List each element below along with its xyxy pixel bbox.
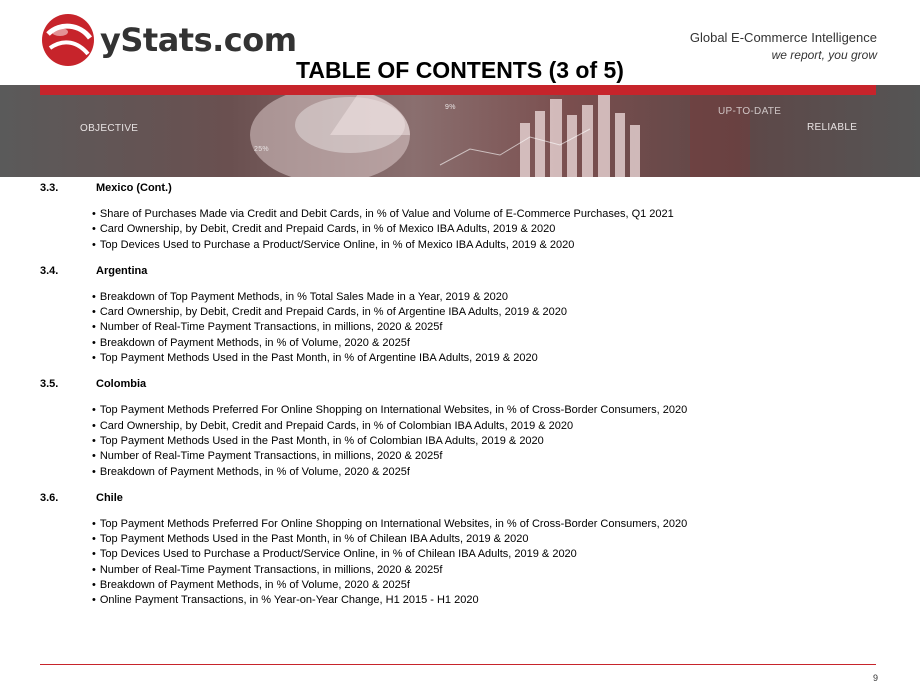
footer-divider (40, 664, 876, 665)
banner-word-reliable: RELIABLE (807, 122, 858, 133)
toc-section-argentina (40, 265, 880, 366)
toc-content (40, 182, 880, 621)
list-item: • Share of Purchases Made via Credit and Debit Cards, in % of Value and Volume of E-Commerce Purchases, Q1 2021 (92, 207, 880, 222)
list-item: • Top Payment Methods Used in the Past Month, in % of Argentine IBA Adults, 2019 & 2020 (92, 351, 880, 366)
list-item: • Top Payment Methods Preferred For Online Shopping on International Websites, in % of Cross-Border Consumers, 2020 (92, 517, 880, 532)
header-banner (0, 85, 920, 177)
list-item: • Card Ownership, by Debit, Credit and Prepaid Cards, in % of Colombian IBA Adults, 2019 & 2020 (92, 419, 880, 434)
section-heading (40, 492, 880, 507)
section-heading (40, 265, 880, 280)
list-item: • Number of Real-Time Payment Transactions, in millions, 2020 & 2025f (92, 563, 880, 578)
toc-section-mexico (40, 182, 880, 253)
toc-section-colombia (40, 378, 880, 479)
banner-word-25-percent: 25% (254, 146, 269, 153)
brand-name: yStats.com (100, 21, 297, 59)
list-item: • Breakdown of Payment Methods, in % of Volume, 2020 & 2025f (92, 578, 880, 593)
list-item: • Online Payment Transactions, in % Year-on-Year Change, H1 2015 - H1 2020 (92, 593, 880, 608)
list-item: • Top Devices Used to Purchase a Product/Service Online, in % of Chilean IBA Adults, 2019 & 2020 (92, 547, 880, 562)
list-item: • Top Payment Methods Used in the Past Month, in % of Chilean IBA Adults, 2019 & 2020 (92, 532, 880, 547)
banner-word-9-percent: 9% (445, 104, 456, 111)
list-item: • Breakdown of Top Payment Methods, in % Total Sales Made in a Year, 2019 & 2020 (92, 290, 880, 305)
section-heading (40, 182, 880, 197)
section-items (40, 207, 880, 253)
list-item: • Top Payment Methods Used in the Past Month, in % of Colombian IBA Adults, 2019 & 2020 (92, 434, 880, 449)
section-title: Chile (96, 491, 123, 504)
section-number: 3.5. (40, 378, 59, 391)
section-items (40, 290, 880, 366)
list-item: • Number of Real-Time Payment Transactions, in millions, 2020 & 2025f (92, 320, 880, 335)
section-heading (40, 378, 880, 393)
section-title: Colombia (96, 378, 147, 391)
list-item: • Breakdown of Payment Methods, in % of Volume, 2020 & 2025f (92, 336, 880, 351)
banner-word-up-to-date: UP-TO-DATE (718, 106, 782, 117)
tagline-title: Global E-Commerce Intelligence (689, 30, 877, 45)
list-item: • Top Devices Used to Purchase a Product/Service Online, in % of Mexico IBA Adults, 2019 & 2020 (92, 238, 880, 253)
toc-section-chile (40, 492, 880, 609)
tagline-subtitle: we report, you grow (771, 48, 877, 62)
section-title: Argentina (96, 264, 148, 277)
banner-word-objective: OBJECTIVE (80, 123, 139, 134)
section-number: 3.4. (40, 264, 59, 277)
list-item: • Card Ownership, by Debit, Credit and Prepaid Cards, in % of Mexico IBA Adults, 2019 & 2020 (92, 222, 880, 237)
list-item: • Card Ownership, by Debit, Credit and Prepaid Cards, in % of Argentine IBA Adults, 2019 & 2020 (92, 305, 880, 320)
section-number: 3.3. (40, 182, 59, 194)
page-title: TABLE OF CONTENTS (3 of 5) (296, 57, 624, 83)
banner-accent-bar (40, 85, 876, 95)
list-item: • Breakdown of Payment Methods, in % of Volume, 2020 & 2025f (92, 465, 880, 480)
section-items (40, 517, 880, 609)
section-title: Mexico (Cont.) (96, 182, 172, 194)
section-number: 3.6. (40, 491, 59, 504)
page-number: 9 (872, 673, 878, 683)
list-item: • Top Payment Methods Preferred For Online Shopping on International Websites, in % of Cross-Border Consumers, 2020 (92, 403, 880, 418)
section-items (40, 403, 880, 479)
list-item: • Number of Real-Time Payment Transactions, in millions, 2020 & 2025f (92, 449, 880, 464)
